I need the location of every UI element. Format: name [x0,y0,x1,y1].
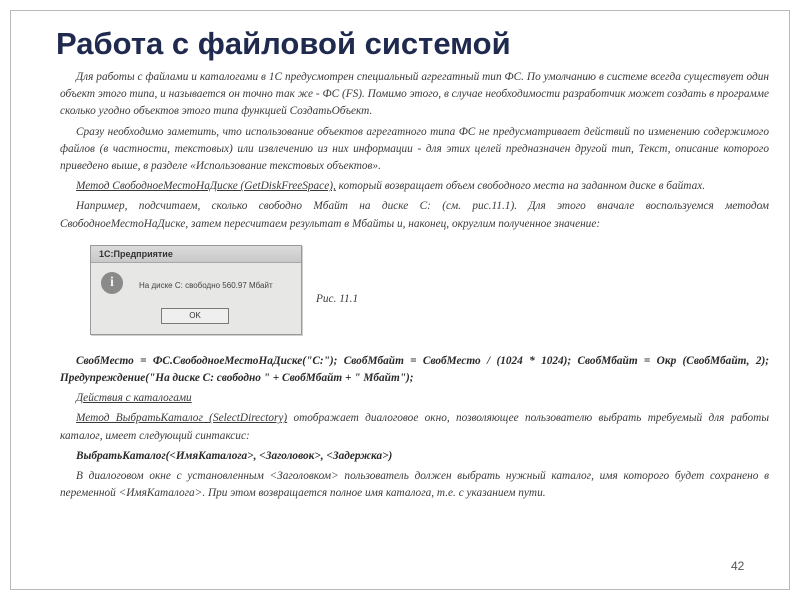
message-dialog [90,245,302,335]
paragraph-method-select-dir [60,410,769,444]
paragraph-intro: Для работы с файлами и каталогами в 1С предусмотрен специальный агрегатный тип ФС. По умолчанию в системе всегда существует один объект этого типа, и называется он точно так же - ФС (FS). Помимо этого, в случае необходимости разработчик может создать в программе сколько угодно объектов этого типа функцией СоздатьОбъект. [60,71,769,118]
method-select-dir-desc: отображает диалоговое окно, позволяющее пользователю выбрать требуемый для работы каталог, имеет следующий синтаксис: [60,412,769,442]
slide-body [60,69,769,505]
dialog-titlebar: 1С:Предприятие [91,246,301,263]
code-syntax-select-dir: ВыбратьКаталог(<ИмяКаталога>, <Заголовок>, <Задержка>) [76,449,393,462]
paragraph-example: Например, подсчитаем, сколько свободно Мбайт на диске С: (см. рис.11.1). Для этого вначале воспользуемся методом СвободноеМестоНаДиске, затем пересчитаем результат в Мбайты и, наконец, округлим полученное значение: [60,200,769,230]
ok-button[interactable]: OK [161,308,229,324]
method-free-space-desc: который возвращает объем свободного места на заданном диске в байтах. [335,180,706,193]
method-select-dir-link[interactable]: Метод ВыбратьКаталог (SelectDirectory) [76,412,288,425]
dialog-message: На диске С: свободно 560.97 Мбайт [139,280,273,290]
paragraph-note: Сразу необходимо заметить, что использование объектов агрегатного типа ФС не предусматривает действий по изменению содержимого файлов (в частности, текстовых) или извлечению из них информации - для этих целей предназначен другой тип, Текст, описание которого приведено выше, в разделе «Использование текстовых объектов». [60,125,769,173]
figure-caption: Рис. 11.1 [316,292,359,305]
page-number: 42 [731,559,745,573]
method-free-space-link[interactable]: Метод СвободноеМестоНаДиске (GetDiskFreeSpace), [76,180,336,193]
info-icon: i [101,272,123,294]
slide-title: Работа с файловой системой [56,26,511,61]
paragraph-method-free-space [60,178,769,195]
section-heading-directories[interactable]: Действия с каталогами [76,392,192,405]
paragraph-dialog-desc: В диалоговом окне с установленным <Заголовком> пользователь должен выбрать нужный каталог, имя которого будет сохранено в переменной <ИмяКаталога>. При этом возвращается полное имя каталога, т.е. с указанием пути. [60,470,769,500]
code-example-free-space: СвобМесто = ФС.СвободноеМестоНаДиске("С:"); СвобМбайт = СвобМесто / (1024 * 1024); СвобМбайт = Окр (СвобМбайт, 2); Предупреждение("На диске С: свободно " + СвобМбайт + " Мбайт"); [60,354,769,385]
figure [60,237,769,337]
